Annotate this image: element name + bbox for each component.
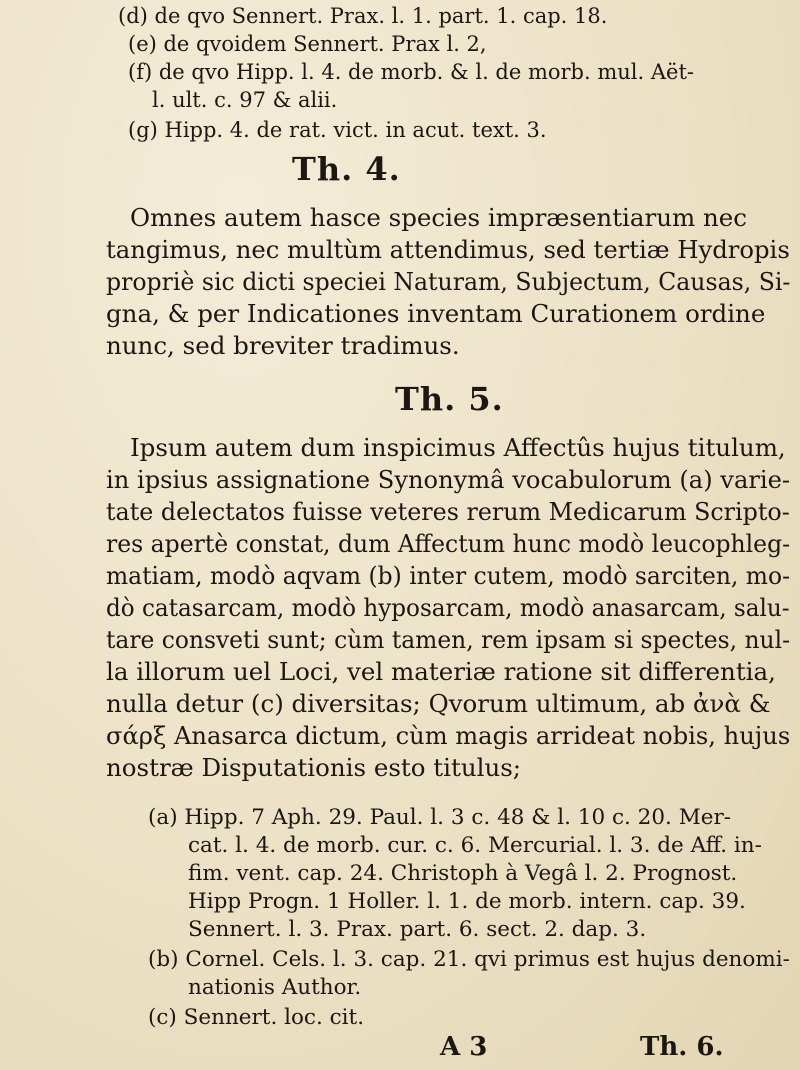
text-line: res apertè constat, dum Affectum hunc modò leucophleg-: [106, 529, 791, 558]
footnote-line: (d) de qvo Sennert. Prax. l. 1. part. 1. cap. 18.: [118, 4, 608, 28]
footnote-line: (f) de qvo Hipp. l. 4. de morb. & l. de morb. mul. Aët-: [128, 60, 694, 84]
text-line: tangimus, nec multùm attendimus, sed tertiæ Hydropis: [106, 235, 790, 264]
footnote-line: l. ult. c. 97 & alii.: [152, 88, 338, 112]
catchword: Th. 6.: [640, 1032, 724, 1062]
text-line: matiam, modò aqvam (b) inter cutem, modò sarciten, mo-: [106, 561, 790, 590]
text-line: Ipsum autem dum inspicimus Affectûs hujus titulum,: [130, 433, 786, 462]
section-heading-th5: Th. 5.: [395, 380, 504, 418]
footnote-line: (e) de qvoidem Sennert. Prax l. 2,: [128, 32, 487, 56]
signature-mark: A 3: [440, 1032, 488, 1062]
footnote-line: fim. vent. cap. 24. Christoph à Vegâ l. 2. Prognost.: [188, 861, 738, 886]
text-line: tate delectatos fuisse veteres rerum Medicarum Scripto-: [106, 497, 790, 526]
text-line: σάρξ Anasarca dictum, cùm magis arrideat nobis, hujus: [106, 721, 791, 750]
footnote-line: Hipp Progn. 1 Holler. l. 1. de morb. intern. cap. 39.: [188, 889, 746, 914]
text-line: nulla detur (c) diversitas; Qvorum ultimum, ab ἀνὰ &: [106, 689, 771, 718]
text-line: nostræ Disputationis esto titulus;: [106, 753, 522, 782]
text-line: tare consveti sunt; cùm tamen, rem ipsam si spectes, nul-: [106, 625, 790, 654]
footnote-line: (a) Hipp. 7 Aph. 29. Paul. l. 3 c. 48 & l. 10 c. 20. Mer-: [148, 805, 731, 830]
footnote-line: nationis Author.: [188, 975, 362, 1000]
text-line: nunc, sed breviter tradimus.: [106, 331, 460, 360]
text-line: dò catasarcam, modò hyposarcam, modò anasarcam, salu-: [106, 593, 790, 622]
footnote-line: (c) Sennert. loc. cit.: [148, 1005, 365, 1030]
text-line: in ipsius assignatione Synonymâ vocabulorum (a) varie-: [106, 465, 791, 494]
footnote-line: (b) Cornel. Cels. l. 3. cap. 21. qvi primus est hujus denomi-: [148, 947, 790, 972]
footnote-line: cat. l. 4. de morb. cur. c. 6. Mercurial. l. 3. de Aff. in-: [188, 833, 762, 858]
text-line: gna, & per Indicationes inventam Curationem ordine: [106, 299, 766, 328]
footnote-line: (g) Hipp. 4. de rat. vict. in acut. text. 3.: [128, 118, 547, 142]
section-heading-th4: Th. 4.: [292, 150, 401, 188]
text-line: Omnes autem hasce species impræsentiarum nec: [130, 203, 747, 232]
footnote-line: Sennert. l. 3. Prax. part. 6. sect. 2. dap. 3.: [188, 917, 647, 942]
text-line: la illorum uel Loci, vel materiæ ratione sit differentia,: [106, 657, 776, 686]
text-line: propriè sic dicti speciei Naturam, Subjectum, Causas, Si-: [106, 267, 791, 296]
